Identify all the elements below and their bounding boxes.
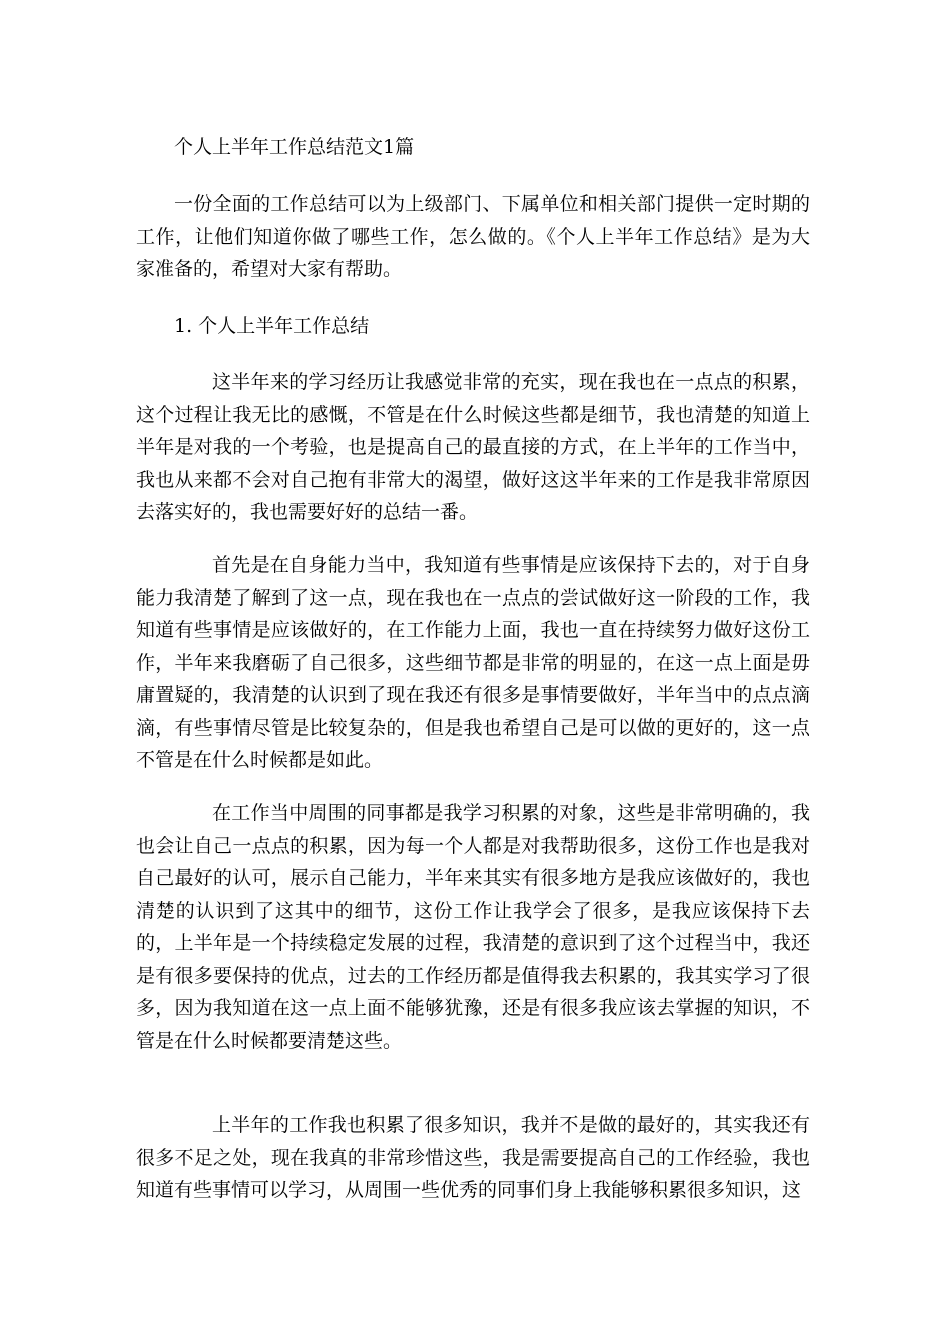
intro-paragraph: 一份全面的工作总结可以为上级部门、下属单位和相关部门提供一定时期的工作，让他们知道你做了哪些工作，怎么做的。《个人上半年工作总结》是为大家准备的，希望对大家有帮助。	[136, 193, 810, 280]
body-paragraph-4: 上半年的工作我也积累了很多知识，我并不是做的最好的，其实我还有很多不足之处，现在我真的非常珍惜这些，我是需要提高自己的工作经验，我也知道有些事情可以学习，从周围一些优秀的同事们身上我能够积累很多知识，这	[136, 1114, 810, 1201]
document-title: 个人上半年工作总结范文1篇	[174, 136, 415, 158]
body-paragraph-2: 首先是在自身能力当中，我知道有些事情是应该保持下去的，对于自身能力我清楚了解到了这一点，现在我也在一点点的尝试做好这一阶段的工作，我知道有些事情是应该做好的，在工作能力上面，我也一直在持续努力做好这份工作，半年来我磨砺了自己很多，这些细节都是非常的明显的，在这一点上面是毋庸置疑的，我清楚的认识到了现在我还有很多是事情要做好，半年当中的点点滴滴，有些事情尽管是比较复杂的，但是我也希望自己是可以做的更好的，这一点不管是在什么时候都是如此。	[136, 554, 810, 771]
body-paragraph-1: 这半年来的学习经历让我感觉非常的充实，现在我也在一点点的积累，这个过程让我无比的感慨，不管是在什么时候这些都是细节，我也清楚的知道上半年是对我的一个考验，也是提高自己的最直接的方式，在上半年的工作当中，我也从来都不会对自己抱有非常大的渴望，做好这这半年来的工作是我非常原因去落实好的，我也需要好好的总结一番。	[136, 371, 810, 523]
body-paragraph-3: 在工作当中周围的同事都是我学习积累的对象，这些是非常明确的，我也会让自己一点点的积累，因为每一个人都是对我帮助很多，这份工作也是我对自己最好的认可，展示自己能力，半年来其实有很多地方是我应该做好的，我也清楚的认识到了这其中的细节，这份工作让我学会了很多，是我应该保持下去的，上半年是一个持续稳定发展的过程，我清楚的意识到了这个过程当中，我还是有很多要保持的优点，过去的工作经历都是值得我去积累的，我其实学习了很多，因为我知道在这一点上面不能够犹豫，还是有很多我应该去掌握的知识，不管是在什么时候都要清楚这些。	[136, 802, 810, 1052]
section-heading: 1. 个人上半年工作总结	[174, 315, 370, 337]
